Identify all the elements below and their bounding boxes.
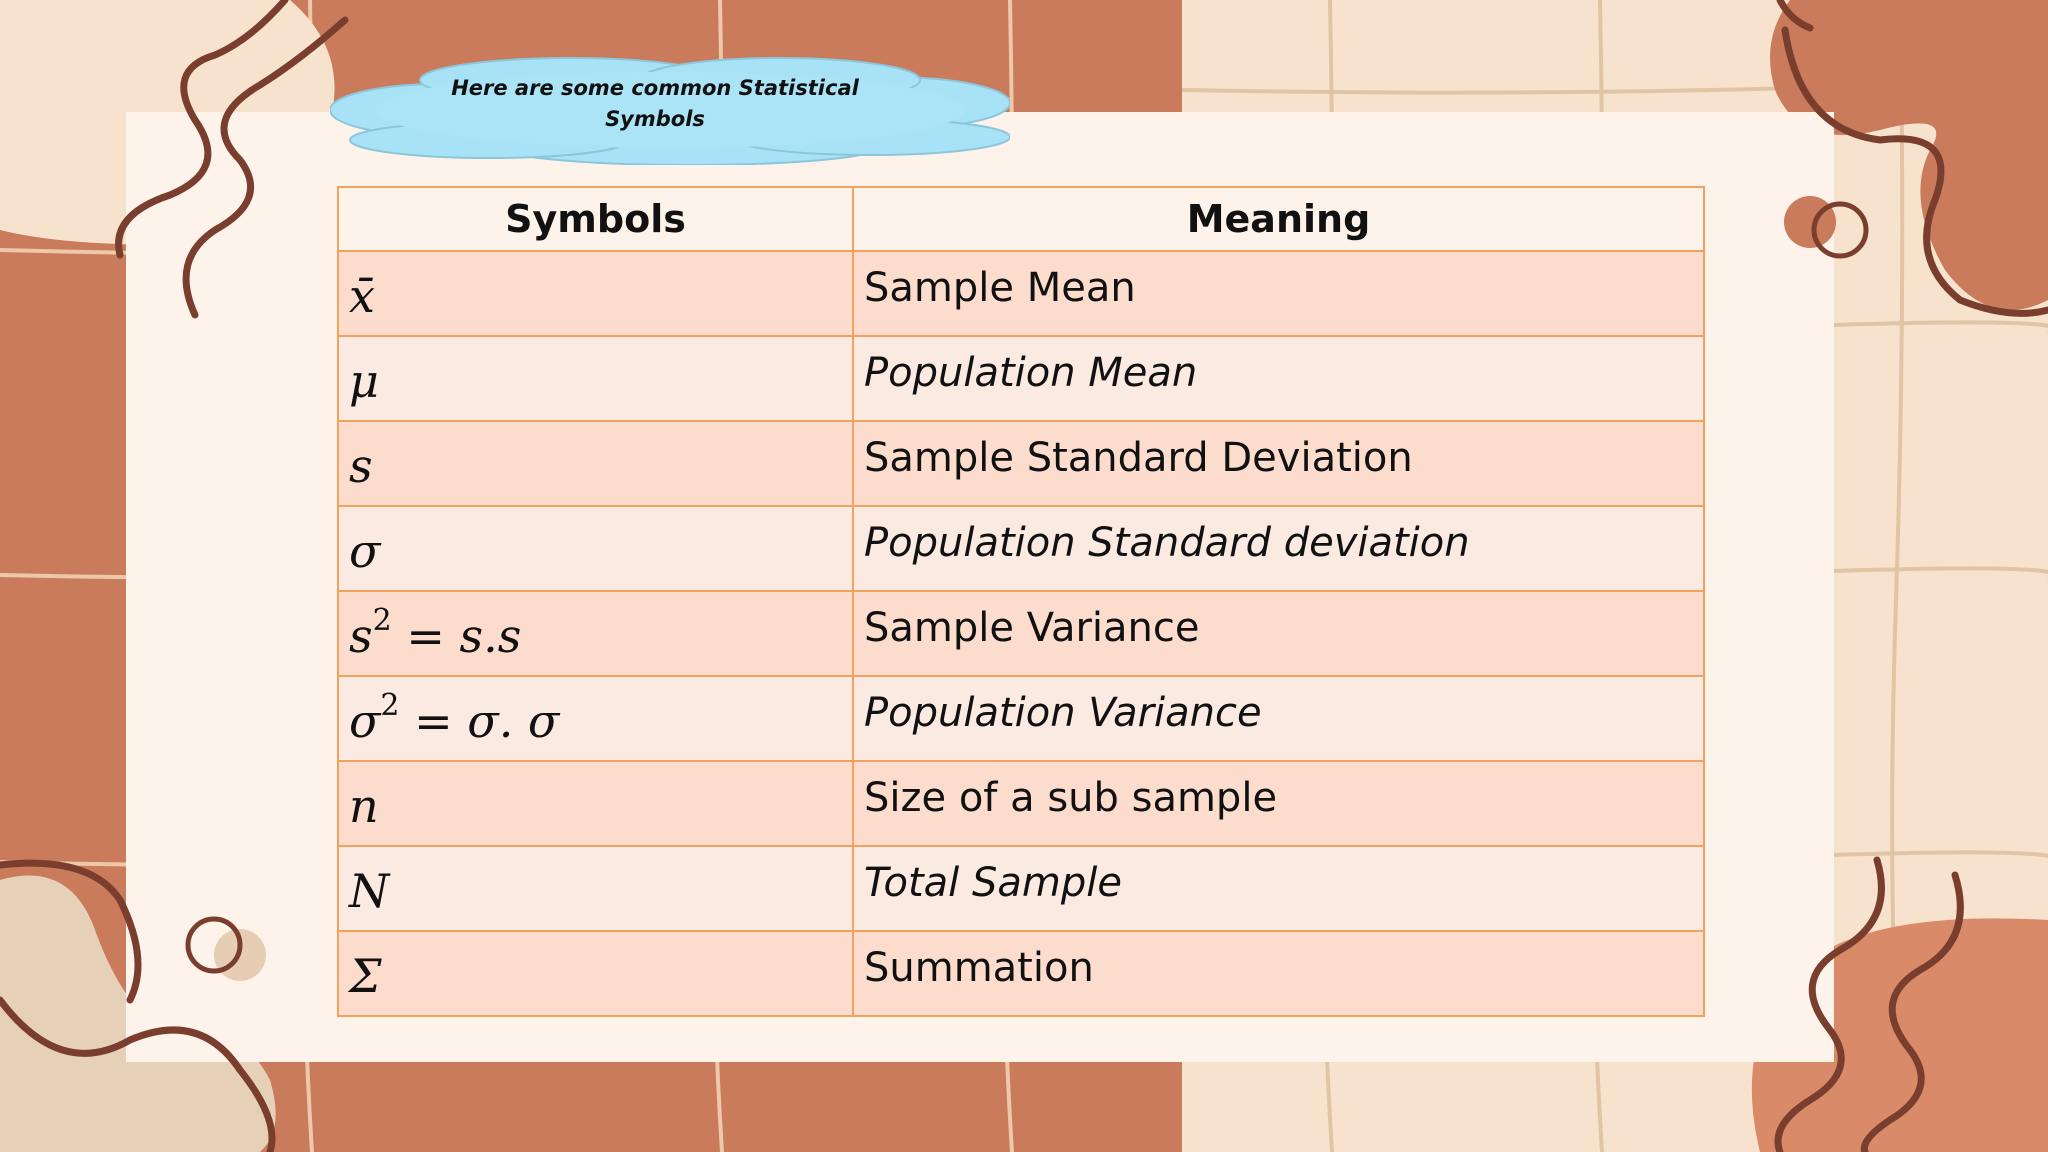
meaning-cell (853, 761, 1704, 846)
symbol-base: Σ (349, 949, 382, 1003)
symbol-cell (338, 846, 853, 931)
dot-top-right (1784, 196, 1836, 248)
meaning-text: Sample Standard Deviation (864, 435, 1413, 481)
table-row (338, 676, 1704, 761)
squiggle-top-left-1 (119, 0, 285, 255)
symbol-base: σ (349, 694, 381, 748)
symbols-table-container (337, 186, 1705, 1017)
symbol-cell (338, 506, 853, 591)
meaning-text: Population Standard deviation (864, 520, 1470, 566)
symbol-cell (338, 931, 853, 1016)
symbol (349, 762, 842, 836)
symbol (349, 677, 842, 751)
symbol-base: μ (349, 354, 379, 408)
symbol-cell (338, 421, 853, 506)
symbol-cell (338, 761, 853, 846)
meaning-cell (853, 931, 1704, 1016)
symbol-cell (338, 591, 853, 676)
squiggle-top-left-2 (186, 20, 345, 315)
squiggle-top-right-2 (1780, 0, 1810, 28)
symbol-base: n (349, 779, 379, 833)
symbol-expression: = s.s (391, 609, 522, 663)
meaning-text: Size of a sub sample (864, 775, 1278, 821)
header-meaning: Meaning (853, 187, 1704, 251)
callout-cloud (330, 55, 1010, 165)
squiggle-bottom-right-1 (1778, 860, 1881, 1152)
symbol (349, 847, 842, 921)
symbol-base: s (349, 439, 373, 493)
symbol (349, 932, 842, 1006)
table-row (338, 761, 1704, 846)
meaning-cell (853, 676, 1704, 761)
table-row (338, 421, 1704, 506)
symbol (349, 507, 842, 581)
table-row (338, 931, 1704, 1016)
symbol-cell (338, 251, 853, 336)
meaning-cell (853, 336, 1704, 421)
meaning-text: Total Sample (864, 860, 1122, 906)
meaning-cell (853, 591, 1704, 676)
header-symbols: Symbols (338, 187, 853, 251)
meaning-cell (853, 846, 1704, 931)
meaning-text: Population Mean (864, 350, 1198, 396)
symbols-table (337, 186, 1705, 1017)
meaning-text: Sample Variance (864, 605, 1200, 651)
symbol-superscript: 2 (380, 688, 400, 723)
squiggle-bottom-left (0, 1000, 272, 1152)
symbol (349, 337, 842, 411)
symbol-base: σ (349, 524, 381, 578)
table-row (338, 846, 1704, 931)
table-row (338, 591, 1704, 676)
symbol (349, 592, 842, 666)
table-row (338, 251, 1704, 336)
meaning-text: Sample Mean (864, 265, 1136, 311)
symbol-base: x̄ (349, 269, 375, 323)
callout-text: Here are some common Statistical Symbols (451, 76, 859, 131)
symbol-cell (338, 676, 853, 761)
squiggle-top-right (1785, 30, 2048, 313)
symbol-base: N (349, 864, 390, 918)
meaning-text: Summation (864, 945, 1094, 991)
meaning-cell (853, 506, 1704, 591)
table-header-row (338, 187, 1704, 251)
meaning-cell (853, 251, 1704, 336)
symbol-base: s (349, 609, 373, 663)
symbol-expression: = σ. σ (399, 694, 560, 748)
symbol-superscript: 2 (372, 603, 392, 638)
symbol (349, 252, 842, 326)
meaning-text: Population Variance (864, 690, 1262, 736)
squiggle-bottom-left-2 (0, 863, 138, 1000)
table-row (338, 336, 1704, 421)
symbol-cell (338, 336, 853, 421)
meaning-cell (853, 421, 1704, 506)
table-row (338, 506, 1704, 591)
symbol (349, 422, 842, 496)
